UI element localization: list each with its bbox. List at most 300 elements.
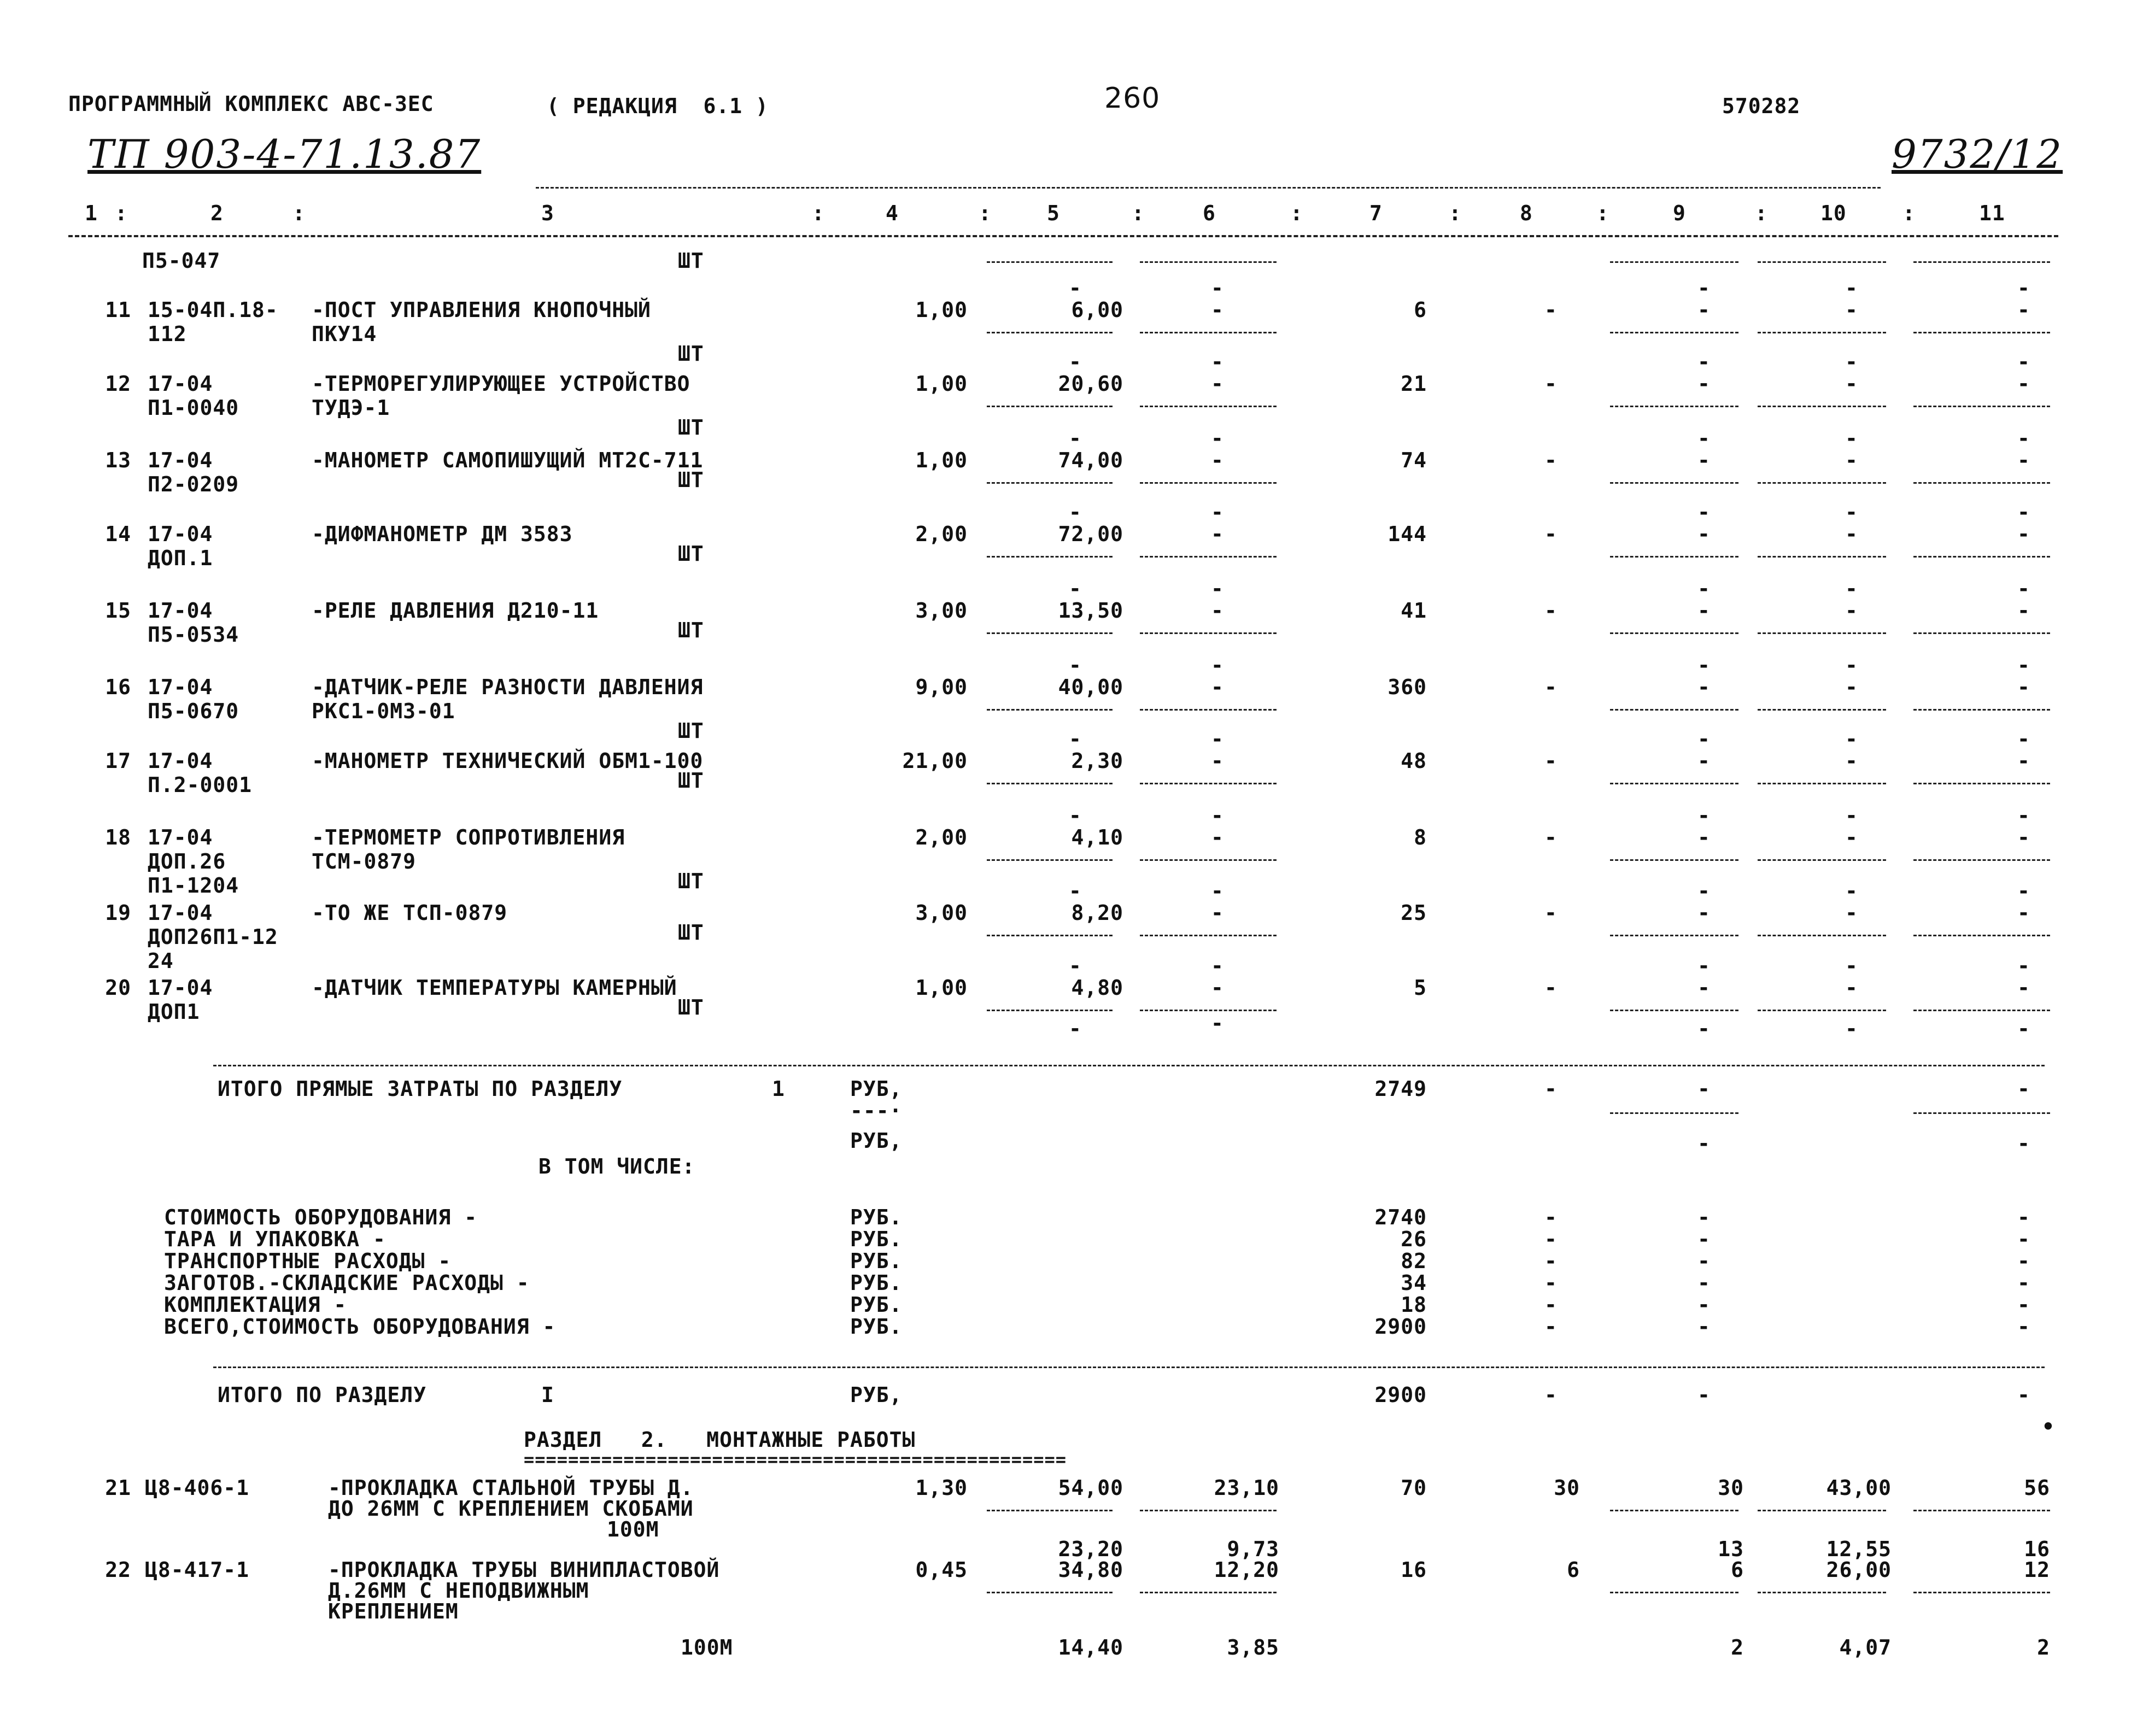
row-dash: - (1845, 372, 1858, 396)
cell-rule (1140, 482, 1277, 484)
row-number: 21 (105, 1476, 131, 1500)
summary-rub: РУБ. (850, 1271, 903, 1295)
summary-dash: - (2017, 1293, 2030, 1317)
row-dash: - (1069, 954, 1082, 978)
cell-rule (1758, 1510, 1886, 1511)
cell-rule (987, 1592, 1113, 1593)
summary-dash: - (2017, 1271, 2030, 1295)
row-number: 15 (105, 599, 131, 623)
carry-code: П5-047 (142, 249, 221, 273)
cell-rule (1140, 935, 1277, 936)
row-name: -ДАТЧИК ТЕМПЕРАТУРЫ КАМЕРНЫЙ (312, 976, 677, 1000)
row-code: 17-04 (148, 448, 213, 472)
row-dash: - (1697, 500, 1711, 524)
summary-dash: - (1544, 1249, 1558, 1273)
row-name: КРЕПЛЕНИЕМ (328, 1599, 459, 1623)
summary-label: ТАРА И УПАКОВКА - (164, 1227, 386, 1251)
row-dash: - (1069, 804, 1082, 828)
row-code: 17-04 (148, 372, 213, 396)
row-dash: - (1697, 727, 1711, 751)
row-unit: ШТ (678, 618, 704, 642)
page-number: 260 (1104, 82, 1161, 115)
row-total: 6 (1414, 298, 1427, 322)
cell-rule (987, 859, 1113, 861)
row-dash: - (2017, 879, 2030, 903)
row-c9: 30 (1718, 1476, 1744, 1500)
cell-rule (1913, 935, 2050, 936)
cell-rule (987, 783, 1113, 784)
program-title: ПРОГРАММНЫЙ КОМПЛЕКС АВС-3ЕС (68, 92, 434, 116)
row-price: 13,50 (1058, 599, 1123, 623)
row-dash: - (1697, 901, 1711, 925)
summary-dash: - (1544, 1227, 1558, 1251)
row-unit: ШТ (678, 769, 704, 793)
row-dash: - (1069, 653, 1082, 677)
row-code: 17-04 (148, 825, 213, 849)
row-name: ТУДЭ-1 (312, 396, 390, 420)
row-c5b: 14,40 (1058, 1635, 1123, 1659)
row-code: 112 (148, 322, 187, 346)
row-dash: - (2017, 901, 2030, 925)
col-header: 8 (1520, 201, 1533, 225)
row-dash: - (1544, 825, 1558, 849)
summary-dash: - (1697, 1205, 1711, 1229)
row-dash: - (2017, 1017, 2030, 1041)
row-dash: - (1211, 675, 1224, 699)
row-c11b: 2 (2037, 1635, 2050, 1659)
row-dash: - (1697, 653, 1711, 677)
row-price: 4,80 (1071, 976, 1123, 1000)
cell-rule (987, 1510, 1113, 1511)
direct-costs-section: 1 (772, 1077, 785, 1101)
summary-rub: РУБ. (850, 1249, 903, 1273)
row-c8: 30 (1554, 1476, 1580, 1500)
col-header: 9 (1673, 201, 1686, 225)
row-c9b: 2 (1731, 1635, 1744, 1659)
section-total-rub: РУБ, (850, 1383, 903, 1407)
row-unit: ШТ (678, 869, 704, 893)
row-qty: 1,30 (915, 1476, 968, 1500)
row-dash: - (1845, 276, 1858, 300)
cell-rule (1610, 332, 1738, 333)
cell-rule (1610, 1010, 1738, 1011)
row-c6b: 9,73 (1227, 1537, 1279, 1561)
row-dash: - (1845, 653, 1858, 677)
row-dash: - (2017, 749, 2030, 773)
cell-rule (1758, 1010, 1886, 1011)
summary-rub: РУБ. (850, 1227, 903, 1251)
summary-label: ЗАГОТОВ.-СКЛАДСКИЕ РАСХОДЫ - (164, 1271, 530, 1295)
row-dash: - (1845, 500, 1858, 524)
row-name: -ПРОКЛАДКА СТАЛЬНОЙ ТРУБЫ Д. (328, 1476, 694, 1500)
row-dash: - (1845, 727, 1858, 751)
row-unit: ШТ (678, 342, 704, 366)
cell-rule (987, 332, 1113, 333)
summary-label: КОМПЛЕКТАЦИЯ - (164, 1293, 347, 1317)
row-code: 15-04П.18- (148, 298, 278, 322)
cell-rule (1758, 859, 1886, 861)
cell-rule (1913, 556, 2050, 558)
row-c10b: 4,07 (1839, 1635, 1892, 1659)
row-code: 17-04 (148, 749, 213, 773)
row-qty: 2,00 (915, 825, 968, 849)
row-dash: - (2017, 448, 2030, 472)
row-c9: 6 (1731, 1558, 1744, 1582)
cell-rule (1758, 783, 1886, 784)
row-c6: 12,20 (1214, 1558, 1279, 1582)
row-qty: 21,00 (902, 749, 968, 773)
cell-rule (1913, 1592, 2050, 1593)
row-unit: 100М (607, 1517, 659, 1541)
row-total: 41 (1401, 599, 1427, 623)
row-dash: - (1211, 372, 1224, 396)
col-header: 1 (85, 201, 98, 225)
row-dash: - (1211, 350, 1224, 374)
cell-rule (1610, 783, 1738, 784)
row-unit: ШТ (678, 542, 704, 566)
row-dash: - (1211, 653, 1224, 677)
cell-rule (1758, 632, 1886, 634)
row-name: ДО 26ММ С КРЕПЛЕНИЕМ СКОБАМИ (328, 1497, 694, 1521)
row-number: 13 (105, 448, 131, 472)
row-dash: - (1069, 727, 1082, 751)
including-label: В ТОМ ЧИСЛЕ: (538, 1154, 695, 1178)
row-dash: - (1211, 901, 1224, 925)
edition: ( РЕДАКЦИЯ 6.1 ) (547, 94, 769, 118)
row-dash: - (1069, 500, 1082, 524)
row-code: П1-0040 (148, 396, 239, 420)
row-c6b: 3,85 (1227, 1635, 1279, 1659)
row-dash: - (1211, 727, 1224, 751)
row-c11: 12 (2024, 1558, 2050, 1582)
row-dash: - (1069, 1017, 1082, 1041)
row-qty: 1,00 (915, 298, 968, 322)
row-dash: - (2017, 675, 2030, 699)
row-total: 21 (1401, 372, 1427, 396)
row-dash: - (1211, 879, 1224, 903)
cell-rule (1913, 1010, 2050, 1011)
row-price: 40,00 (1058, 675, 1123, 699)
row-number: 17 (105, 749, 131, 773)
row-total: 48 (1401, 749, 1427, 773)
summary-value: 2900 (1374, 1315, 1427, 1339)
row-qty: 1,00 (915, 448, 968, 472)
row-dash: - (1845, 599, 1858, 623)
row-dash: - (1211, 976, 1224, 1000)
summary-dash: - (2017, 1315, 2030, 1339)
row-dash: - (1544, 448, 1558, 472)
summary-dash: - (2017, 1227, 2030, 1251)
row-dash: - (1544, 522, 1558, 546)
cell-rule (1140, 859, 1277, 861)
row-dash: - (2017, 727, 2030, 751)
cell-rule (1140, 556, 1277, 558)
row-price: 20,60 (1058, 372, 1123, 396)
row-number: 12 (105, 372, 131, 396)
row-dash: - (1697, 522, 1711, 546)
rub-label: РУБ, (850, 1129, 903, 1153)
row-c11: 56 (2024, 1476, 2050, 1500)
row-code: П5-0670 (148, 699, 239, 723)
row-c10b: 12,55 (1826, 1537, 1892, 1561)
row-dash: - (1544, 372, 1558, 396)
row-dash: - (1845, 901, 1858, 925)
row-unit: 100М (681, 1635, 733, 1659)
row-dash: - (1845, 350, 1858, 374)
row-dash: - (1211, 1011, 1224, 1035)
row-name: -ТО ЖЕ ТСП-0879 (312, 901, 508, 925)
summary-dash: - (1544, 1205, 1558, 1229)
row-total: 144 (1388, 522, 1427, 546)
cell-rule (1610, 406, 1738, 407)
row-code: 17-04 (148, 599, 213, 623)
row-dash: - (1845, 675, 1858, 699)
cell-rule (1758, 935, 1886, 936)
row-dash: - (1211, 522, 1224, 546)
summary-label: ВСЕГО,СТОИМОСТЬ ОБОРУДОВАНИЯ - (164, 1315, 556, 1339)
row-number: 16 (105, 675, 131, 699)
row-name: -ДАТЧИК-РЕЛЕ РАЗНОСТИ ДАВЛЕНИЯ (312, 675, 704, 699)
row-dash: - (2017, 976, 2030, 1000)
cell-rule (1758, 1592, 1886, 1593)
cell-rule (1140, 261, 1277, 263)
summary-value: 82 (1401, 1249, 1427, 1273)
cell-rule (1140, 783, 1277, 784)
row-dash: - (1069, 426, 1082, 450)
row-dash: - (2017, 522, 2030, 546)
cell-rule (1913, 1510, 2050, 1511)
row-qty: 0,45 (915, 1558, 968, 1582)
row-unit: ШТ (678, 995, 704, 1019)
row-code: П1-1204 (148, 873, 239, 898)
row-total: 25 (1401, 901, 1427, 925)
row-price: 4,10 (1071, 825, 1123, 849)
row-dash: - (1845, 522, 1858, 546)
cell-rule (1758, 406, 1886, 407)
row-code: ДОП.26 (148, 849, 226, 873)
row-price: 2,30 (1071, 749, 1123, 773)
row-dash: - (2017, 599, 2030, 623)
row-c10: 43,00 (1826, 1476, 1892, 1500)
row-qty: 2,00 (915, 522, 968, 546)
summary-dash: - (1697, 1315, 1711, 1339)
col-header: 6 (1203, 201, 1216, 225)
row-code: 17-04 (148, 522, 213, 546)
cell-rule (1140, 406, 1277, 407)
direct-costs-total: 2749 (1374, 1077, 1427, 1101)
summary-label: СТОИМОСТЬ ОБОРУДОВАНИЯ - (164, 1205, 478, 1229)
row-c10: 26,00 (1826, 1558, 1892, 1582)
row-unit: ШТ (678, 719, 704, 743)
row-dash: - (1544, 749, 1558, 773)
row-name: -ТЕРМОМЕТР СОПРОТИВЛЕНИЯ (312, 825, 625, 849)
row-dash: - (1211, 298, 1224, 322)
cell-rule (1913, 632, 2050, 634)
col-header: 5 (1047, 201, 1060, 225)
row-qty: 1,00 (915, 976, 968, 1000)
row-dash: - (2017, 426, 2030, 450)
cell-rule (1610, 1592, 1738, 1593)
row-dash: - (1697, 426, 1711, 450)
row-dash: - (1845, 749, 1858, 773)
row-c5: 54,00 (1058, 1476, 1123, 1500)
row-dash: - (1211, 276, 1224, 300)
summary-dash: - (1697, 1249, 1711, 1273)
row-dash: - (2017, 577, 2030, 601)
cell-rule (1758, 261, 1886, 263)
cell-rule (1610, 632, 1738, 634)
cell-rule (987, 935, 1113, 936)
row-qty: 3,00 (915, 901, 968, 925)
summary-rub: РУБ. (850, 1293, 903, 1317)
row-c8: 6 (1567, 1558, 1580, 1582)
direct-costs-label: ИТОГО ПРЯМЫЕ ЗАТРАТЫ ПО РАЗДЕЛУ (218, 1077, 623, 1101)
row-code: Ц8-417-1 (145, 1558, 250, 1582)
cell-rule (1140, 1592, 1277, 1593)
row-dash: - (1697, 448, 1711, 472)
row-name: ТСМ-0879 (312, 849, 417, 873)
col-header: 10 (1820, 201, 1847, 225)
row-c7: 16 (1401, 1558, 1427, 1582)
row-dash: - (1845, 825, 1858, 849)
row-dash: - (1845, 426, 1858, 450)
row-dash: - (1211, 577, 1224, 601)
title-rule (536, 187, 1881, 189)
row-qty: 1,00 (915, 372, 968, 396)
cell-rule (1610, 709, 1738, 711)
row-dash: - (1697, 954, 1711, 978)
row-number: 19 (105, 901, 131, 925)
cell-rule (1140, 709, 1277, 711)
direct-costs-rub: РУБ, (850, 1077, 903, 1101)
summary-rub: РУБ. (850, 1205, 903, 1229)
row-dash: - (1211, 599, 1224, 623)
row-dash: - (2017, 825, 2030, 849)
row-dash: - (2017, 804, 2030, 828)
section2-title: РАЗДЕЛ 2. МОНТАЖНЫЕ РАБОТЫ (524, 1428, 916, 1452)
summary-dash: - (1697, 1293, 1711, 1317)
row-c6: 23,10 (1214, 1476, 1279, 1500)
row-dash: - (2017, 954, 2030, 978)
row-c5b: 23,20 (1058, 1537, 1123, 1561)
cell-rule (1758, 482, 1886, 484)
summary-dash: - (1544, 1293, 1558, 1317)
row-code: Ц8-406-1 (145, 1476, 250, 1500)
row-number: 11 (105, 298, 131, 322)
row-dash: - (2017, 372, 2030, 396)
row-name: -РЕЛЕ ДАВЛЕНИЯ Д210-11 (312, 599, 599, 623)
cell-rule (1610, 859, 1738, 861)
cell-rule (1913, 482, 2050, 484)
row-name: -ДИФМАНОМЕТР ДМ 3583 (312, 522, 573, 546)
row-dash: - (1697, 879, 1711, 903)
row-code: 24 (148, 949, 174, 973)
row-dash: - (1845, 804, 1858, 828)
cell-rule (1140, 1010, 1277, 1011)
row-price: 6,00 (1071, 298, 1123, 322)
summary-rub: РУБ. (850, 1315, 903, 1339)
row-dash: - (1845, 1017, 1858, 1041)
handwritten-doc-id: ТП 903-4-71.13.87 (87, 131, 482, 177)
row-dash: - (1544, 976, 1558, 1000)
row-dash: - (1544, 675, 1558, 699)
row-dash: - (1697, 599, 1711, 623)
row-code: П.2-0001 (148, 773, 253, 797)
cell-rule (1913, 332, 2050, 333)
row-dash: - (1697, 804, 1711, 828)
row-number: 22 (105, 1558, 131, 1582)
row-qty: 9,00 (915, 675, 968, 699)
col-header: 3 (541, 201, 554, 225)
row-dash: - (1697, 372, 1711, 396)
row-number: 18 (105, 825, 131, 849)
section-total-label: ИТОГО ПО РАЗДЕЛУ (218, 1383, 427, 1407)
carry-unit: ШТ (678, 249, 704, 273)
row-code: П2-0209 (148, 472, 239, 496)
row-dash: - (1069, 350, 1082, 374)
row-dash: - (1845, 448, 1858, 472)
row-unit: ШТ (678, 920, 704, 945)
summary-label: ТРАНСПОРТНЫЕ РАСХОДЫ - (164, 1249, 452, 1273)
row-name: -МАНОМЕТР ТЕХНИЧЕСКИЙ ОБМ1-100 (312, 749, 704, 773)
row-dash: - (1697, 298, 1711, 322)
cell-rule (987, 556, 1113, 558)
row-dash: - (1697, 976, 1711, 1000)
row-name: -ТЕРМОРЕГУЛИРУЮЩЕЕ УСТРОЙСТВО (312, 372, 690, 396)
row-dash: - (1211, 804, 1224, 828)
summary-rule (213, 1065, 2045, 1066)
summary-value: 26 (1401, 1227, 1427, 1251)
row-code: 17-04 (148, 901, 213, 925)
row-number: 20 (105, 976, 131, 1000)
row-name: Д.26ММ С НЕПОДВИЖНЫМ (328, 1579, 589, 1603)
row-name: РКС1-0М3-01 (312, 699, 455, 723)
cell-rule (1610, 482, 1738, 484)
cell-rule (1913, 783, 2050, 784)
row-dash: - (1211, 448, 1224, 472)
row-dash: - (1697, 749, 1711, 773)
row-dash: - (1697, 577, 1711, 601)
cell-rule (1610, 1510, 1738, 1511)
row-c9b: 13 (1718, 1537, 1744, 1561)
row-number: 14 (105, 522, 131, 546)
row-dash: - (1845, 879, 1858, 903)
row-dash: - (1697, 675, 1711, 699)
summary-dash: - (1544, 1315, 1558, 1339)
row-dash: - (2017, 653, 2030, 677)
row-dash: - (1697, 350, 1711, 374)
cell-rule (1913, 859, 2050, 861)
cell-rule (1140, 632, 1277, 634)
cell-rule (1913, 261, 2050, 263)
row-price: 74,00 (1058, 448, 1123, 472)
cell-rule (1140, 1510, 1277, 1511)
row-qty: 3,00 (915, 599, 968, 623)
row-name: ПКУ14 (312, 322, 377, 346)
summary-dash: - (2017, 1205, 2030, 1229)
row-dash: - (1211, 500, 1224, 524)
cell-rule (987, 709, 1113, 711)
row-dash: - (1845, 954, 1858, 978)
row-dash: - (1845, 577, 1858, 601)
handwritten-sheet-id: 9732/12 (1892, 131, 2063, 177)
cell-rule (1610, 556, 1738, 558)
row-dash: - (2017, 350, 2030, 374)
cell-rule (1140, 332, 1277, 333)
cell-rule (1610, 261, 1738, 263)
cell-rule (1610, 935, 1738, 936)
row-dash: - (1697, 1017, 1711, 1041)
